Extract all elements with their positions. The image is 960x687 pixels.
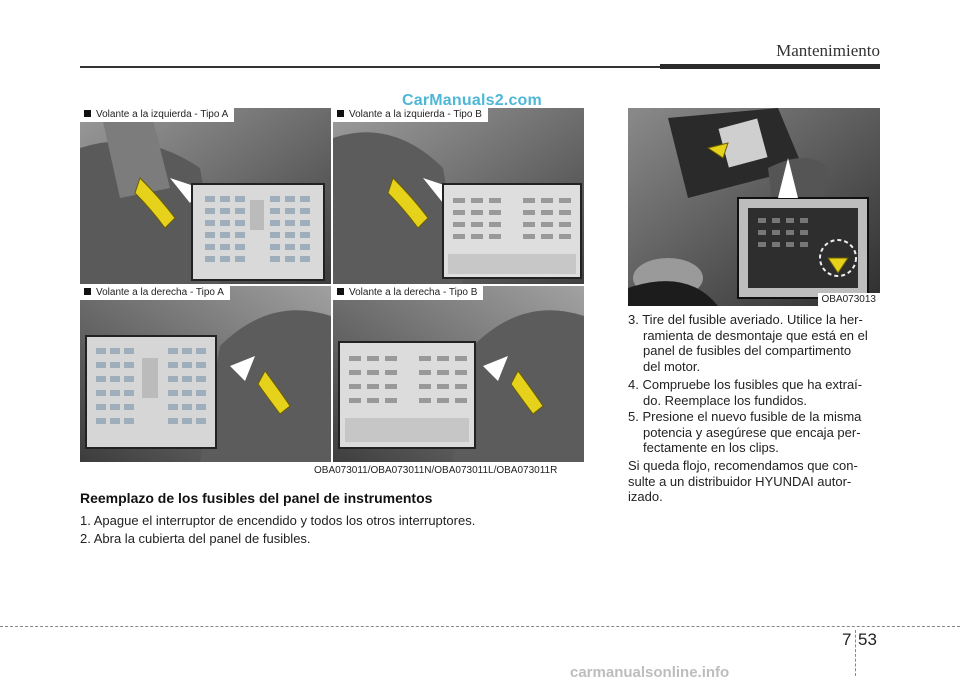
photo-label-right-type-b: Volante a la derecha - Tipo B — [333, 286, 483, 300]
step-5-line-3: fectamente en los clips. — [643, 440, 779, 455]
note-line-1: Si queda flojo, recomendamos que con- — [628, 458, 858, 473]
photo-label-left-type-a: Volante a la izquierda - Tipo A — [80, 108, 234, 122]
section-title: Mantenimiento — [776, 41, 880, 60]
right-figure-caption: OBA073013 — [818, 293, 881, 306]
step-3-line-3: panel de fusibles del compartimento — [643, 343, 852, 358]
step-3-line-1: 3. Tire del fusible averiado. Utilice la her- — [628, 312, 863, 327]
chapter-number: 7 — [842, 630, 852, 649]
step-4 — [628, 377, 880, 408]
step-4-line-2: do. Reemplace los fundidos. — [643, 392, 808, 408]
step-5 — [628, 409, 880, 456]
photo-right-hand-type-a — [80, 286, 331, 462]
footer-separator — [855, 630, 857, 676]
step-3 — [628, 312, 880, 374]
note-line-2: sulte a un distribuidor HYUNDAI autor- — [628, 473, 852, 489]
step-3-line-2: ramienta de desmontaje que está en el — [643, 327, 868, 343]
section-heading: Reemplazo de los fusibles del panel de instrumentos — [80, 490, 433, 506]
header-rule-accent — [660, 64, 880, 69]
fuse-panel-figure — [80, 108, 584, 462]
note-line-3: izado. — [628, 489, 663, 504]
footer-rule — [0, 626, 960, 627]
photo-left-hand-type-b — [333, 108, 584, 284]
photo-label-right-type-a: Volante a la derecha - Tipo A — [80, 286, 230, 300]
step-1: 1. Apague el interruptor de encendido y todos los otros interruptores. — [80, 513, 476, 528]
step-2: 2. Abra la cubierta del panel de fusibles. — [80, 531, 311, 546]
watermark-bottom: carmanualsonline.info — [570, 664, 730, 681]
engine-fuse-box-photo — [628, 108, 880, 306]
step-4-line-1: 4. Compruebe los fusibles que ha extraí- — [628, 377, 863, 392]
photo-left-hand-type-a — [80, 108, 331, 284]
step-5-line-2: potencia y asegúrese que encaja per- — [643, 424, 861, 440]
step-3-line-4: del motor. — [643, 358, 701, 374]
photo-label-left-type-b: Volante a la izquierda - Tipo B — [333, 108, 488, 122]
photo-right-hand-type-b — [333, 286, 584, 462]
page-number: 53 — [858, 630, 877, 649]
step-5-line-1: 5. Presione el nuevo fusible de la misma — [628, 409, 862, 424]
note-paragraph — [628, 458, 880, 505]
left-figure-caption: OBA073011/OBA073011N/OBA073011L/OBA073011R — [314, 465, 558, 476]
watermark-top: CarManuals2.com — [402, 92, 542, 109]
